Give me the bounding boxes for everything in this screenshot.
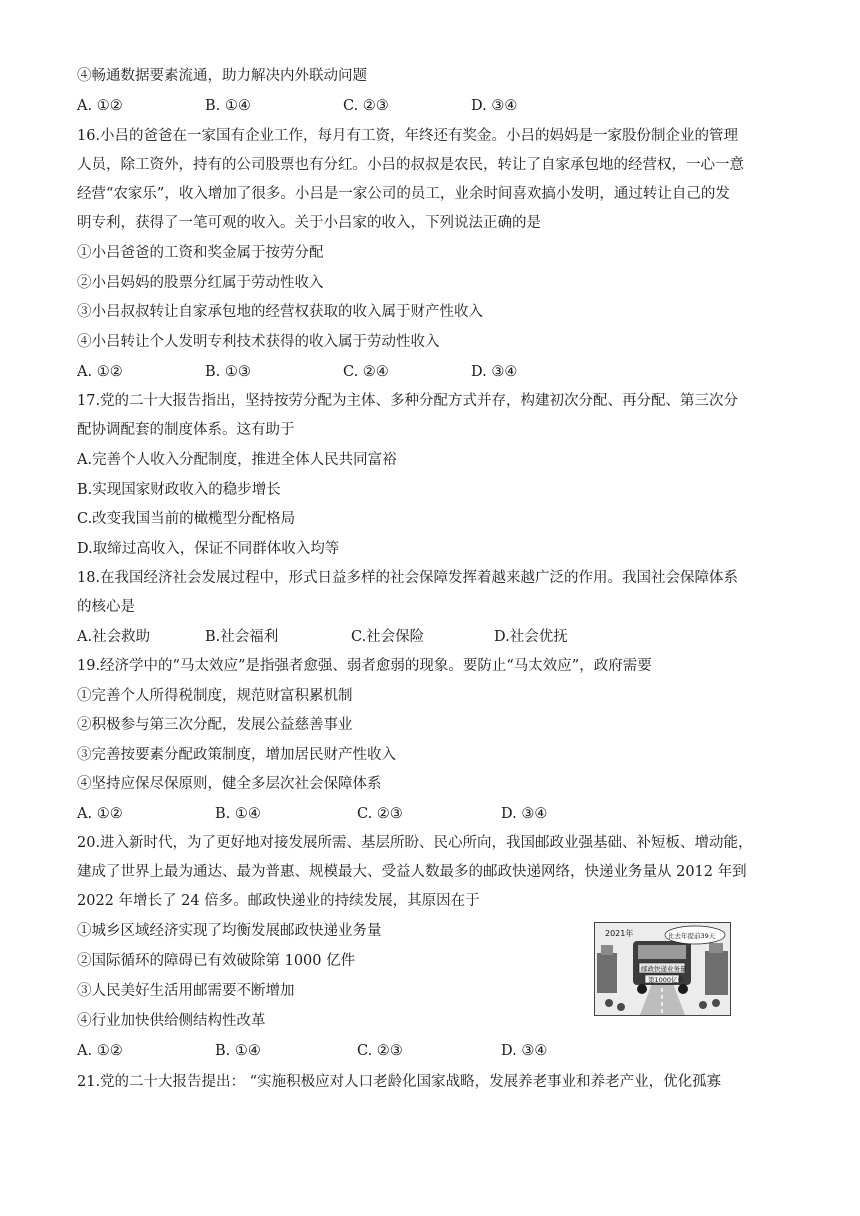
q17-choice-d: D.取缔过高收入，保证不同群体收入均等 — [77, 541, 340, 557]
q16-stem-line-3: 经营“农家乐”，收入增加了很多。小吕是一家公司的员工，业余时间喜欢搞小发明，通过转让自己的发 — [77, 186, 730, 202]
figure-plate-text: 第1000亿件 — [648, 976, 685, 984]
q19-stem-line-1: 19.经济学中的“马太效应”是指强者愈强、弱者愈弱的现象。要防止“马太效应”，政府需要 — [77, 658, 652, 674]
q20-item-4: ④行业加快供给侧结构性改革 — [77, 1013, 266, 1029]
q16-item-4: ④小吕转让个人发明专利技术获得的收入属于劳动性收入 — [77, 334, 440, 350]
q16-item-1: ①小吕爸爸的工资和奖金属于按劳分配 — [77, 245, 324, 261]
q17-choice-b: B.实现国家财政收入的稳步增长 — [77, 482, 281, 498]
q15-option-d: D. ③④ — [471, 98, 518, 114]
q19-option-b: B. ①④ — [215, 806, 261, 822]
q20-option-a: A. ①② — [77, 1043, 123, 1059]
q15-option-a: A. ①② — [77, 98, 123, 114]
q20-item-2: ②国际循环的障碍已有效破除第 1000 亿件 — [77, 953, 356, 969]
q20-stem-line-2: 建成了世界上最为通达、最为普惠、规模最大、受益人数最多的邮政快递网络，快递业务量从 2012 年到 — [77, 864, 747, 880]
q19-option-d: D. ③④ — [501, 806, 548, 822]
q19-option-c: C. ②③ — [357, 806, 403, 822]
q19-item-1: ①完善个人所得税制度，规范财富积累机制 — [77, 688, 353, 704]
q18-option-b: B.社会福利 — [205, 629, 279, 645]
q16-option-c: C. ②④ — [343, 364, 389, 380]
q17-choice-a: A.完善个人收入分配制度，推进全体人民共同富裕 — [77, 452, 397, 468]
q19-item-4: ④坚持应保尽保原则，健全多层次社会保障体系 — [77, 776, 382, 792]
q20-option-c: C. ②③ — [357, 1043, 403, 1059]
q18-option-c: C.社会保险 — [351, 629, 425, 645]
q20-option-d: D. ③④ — [501, 1043, 548, 1059]
figure-year-label: 2021年 — [605, 929, 634, 938]
q16-stem-line-2: 人员，除工资外，持有的公司股票也有分红。小吕的叔叔是农民，转让了自家承包地的经营权，一心一意 — [77, 157, 744, 173]
figure-banner-text: 邮政快递业务量 — [641, 965, 687, 973]
q16-option-b: B. ①③ — [205, 364, 251, 380]
q18-stem-line-2: 的核心是 — [77, 599, 135, 615]
q17-stem-line-1: 17.党的二十大报告指出，坚持按劳分配为主体、多种分配方式并存，构建初次分配、再分配、第三次分 — [77, 393, 739, 409]
q19-item-2: ②积极参与第三次分配，发展公益慈善事业 — [77, 717, 353, 733]
q20-item-3: ③人民美好生活用邮需要不断增加 — [77, 983, 295, 999]
q18-stem-line-1: 18.在我国经济社会发展过程中，形式日益多样的社会保障发挥着越来越广泛的作用。我国社会保障体系 — [77, 570, 739, 586]
figure-bubble-text: 比去年提前39天 — [668, 932, 716, 940]
q16-option-a: A. ①② — [77, 364, 123, 380]
q16-option-d: D. ③④ — [471, 364, 518, 380]
q15-item-4: ④畅通数据要素流通，助力解决内外联动问题 — [77, 68, 367, 84]
q21-stem-line-1: 21.党的二十大报告提出： “实施积极应对人口老龄化国家战略，发展养老事业和养老产业，优化孤寡 — [77, 1074, 722, 1090]
q20-option-b: B. ①④ — [215, 1043, 261, 1059]
q20-stem-line-1: 20.进入新时代，为了更好地对接发展所需、基层所盼、民心所向，我国邮政业强基础、补短板、增动能， — [77, 835, 753, 851]
q16-stem-line-1: 16.小吕的爸爸在一家国有企业工作，每月有工资，年终还有奖金。小吕的妈妈是一家股份制企业的管理 — [77, 128, 739, 144]
express-delivery-cartoon — [594, 922, 731, 1016]
q16-stem-line-4: 明专利，获得了一笔可观的收入。关于小吕家的收入，下列说法正确的是 — [77, 215, 541, 231]
q15-option-c: C. ②③ — [343, 98, 389, 114]
cartoon-drawing — [595, 923, 730, 1015]
q20-item-1: ①城乡区域经济实现了均衡发展邮政快递业务量 — [77, 923, 382, 939]
q17-choice-c: C.改变我国当前的橄榄型分配格局 — [77, 511, 296, 527]
q16-item-2: ②小吕妈妈的股票分红属于劳动性收入 — [77, 275, 324, 291]
q18-option-d: D.社会优抚 — [494, 629, 568, 645]
q18-option-a: A.社会救助 — [77, 629, 151, 645]
q15-option-b: B. ①④ — [205, 98, 251, 114]
q20-stem-line-3: 2022 年增长了 24 倍多。邮政快递业的持续发展，其原因在于 — [77, 893, 480, 909]
q17-stem-line-2: 配协调配套的制度体系。这有助于 — [77, 422, 295, 438]
q16-item-3: ③小吕叔叔转让自家承包地的经营权获取的收入属于财产性收入 — [77, 304, 483, 320]
q19-option-a: A. ①② — [77, 806, 123, 822]
q19-item-3: ③完善按要素分配政策制度，增加居民财产性收入 — [77, 747, 396, 763]
